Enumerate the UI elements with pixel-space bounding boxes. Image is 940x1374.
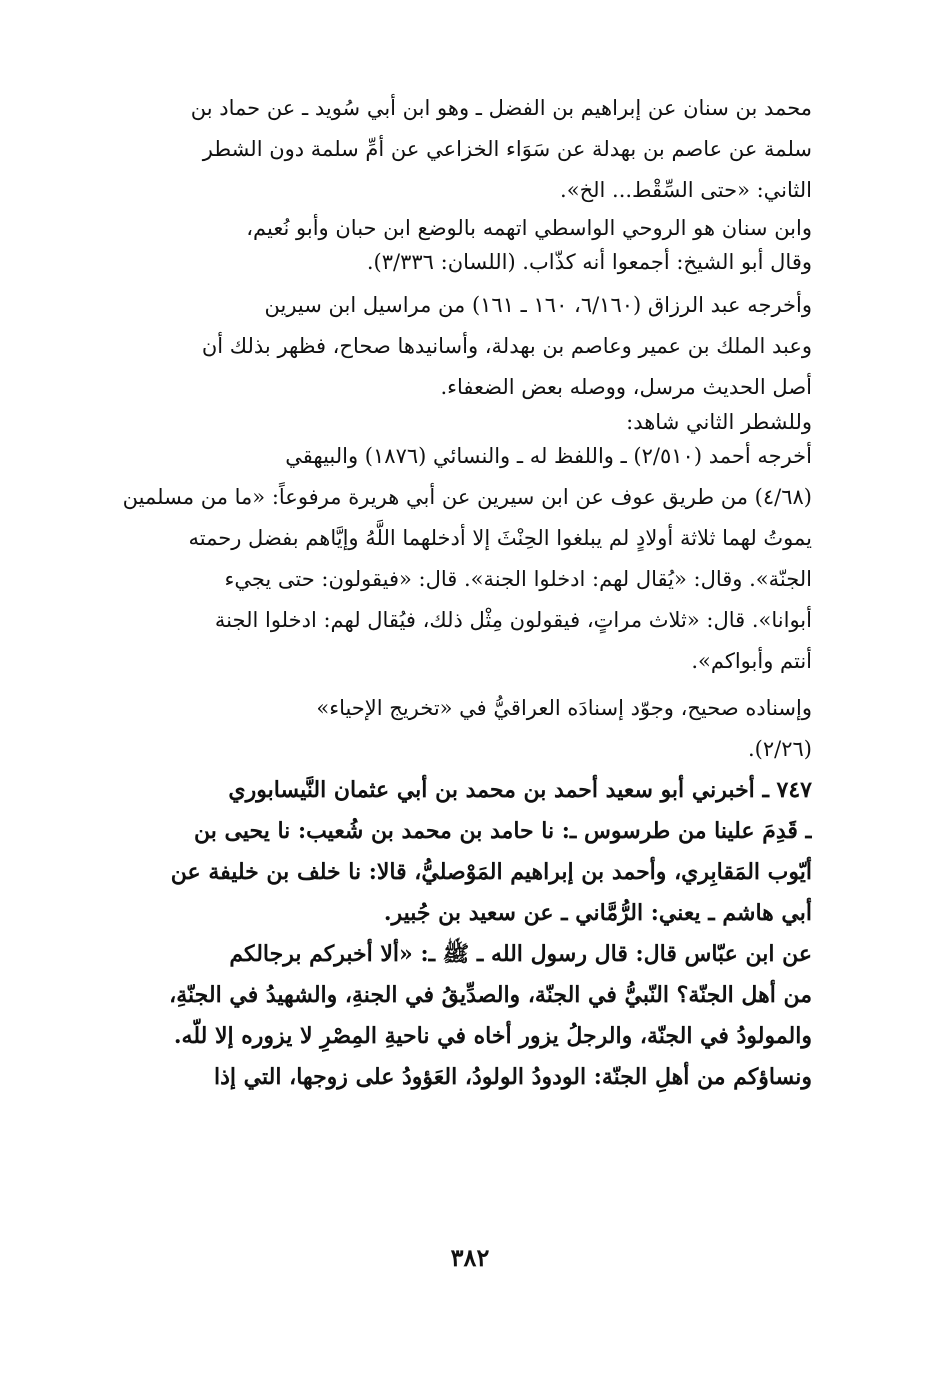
- text-line: ٧٤٧ ـ أخبرني أبو سعيد أحمد بن محمد بن أبي عثمان النَّيسابوري: [228, 777, 812, 803]
- text-line: وابن سنان هو الروحي الواسطي اتهمه بالوضع ابن حبان وأبو نُعيم،: [246, 216, 812, 240]
- text-line: وأخرجه عبد الرزاق (٦/١٦٠، ١٦٠ ـ ١٦١) من مراسيل ابن سيرين: [264, 293, 812, 317]
- text-line: من أهل الجنّة؟ النّبيُّ في الجنّة، والصدِّيقُ في الجنةِ، والشهيدُ في الجنّةِ،: [169, 982, 812, 1008]
- text-line: يموتُ لهما ثلاثة أولادٍ لم يبلغوا الحِنْثَ إلا أدخلهما اللَّهُ وإيَّاهم بفضل رحمته: [188, 526, 812, 550]
- footnote-paragraph-3: [92, 285, 812, 408]
- text-line: أخرجه أحمد (٢/٥١٠) ـ واللفظ له ـ والنسائي (١٨٧٦) والبيهقي: [285, 444, 812, 468]
- text-line: وعبد الملك بن عمير وعاصم بن بهدلة، وأسانيدها صحاح، فظهر بذلك أن: [201, 334, 812, 358]
- text-line: الجنّة». وقال: «يُقال لهم: ادخلوا الجنة». قال: «فيقولون: حتى يجيء: [224, 567, 812, 591]
- text-line: ـ قَدِمَ علينا من طرسوس ـ: نا حامد بن محمد بن شُعيب: نا يحيى بن: [193, 818, 812, 844]
- text-line: وللشطر الثاني شاهد:: [626, 410, 812, 434]
- footnote-paragraph-2: [92, 211, 812, 279]
- text-line: وإسناده صحيح، وجوّد إسنادَه العراقيُّ في «تخريج الإحياء»: [316, 696, 812, 720]
- footnote-paragraph-4: [92, 408, 812, 682]
- footnote-paragraph-5: [92, 688, 812, 770]
- text-line: أصل الحديث مرسل، ووصله بعض الضعفاء.: [440, 375, 812, 399]
- text-line: أيّوب المَقابِري، وأحمد بن إبراهيم المَوْصليُّ، قالا: نا خلف بن خليفة عن: [170, 859, 812, 885]
- text-line: وقال أبو الشيخ: أجمعوا أنه كذّاب. (اللسان: ٣/٣٣٦).: [366, 250, 812, 274]
- text-line: عن ابن عبّاس قال: قال رسول الله ـ ﷺ ـ: «ألا أخبركم برجالكم: [229, 941, 812, 967]
- text-line: (٢/٢٦).: [748, 737, 812, 761]
- text-line: أبوانا». قال: «ثلاث مراتٍ، فيقولون مِثْل ذلك، فيُقال لهم: ادخلوا الجنة: [214, 608, 812, 632]
- hadith-block: [92, 770, 812, 1098]
- text-line: والمولودُ في الجنّة، والرجلُ يزور أخاه في ناحيةِ المِصْرِ لا يزوره إلا للّه.: [173, 1023, 812, 1049]
- footnote-paragraph-1: [92, 88, 812, 211]
- text-line: (٤/٦٨) من طريق عوف عن ابن سيرين عن أبي هريرة مرفوعاً: «ما من مسلمين: [122, 485, 812, 509]
- page-number: ٣٨٢: [450, 1243, 490, 1272]
- text-line: ونساؤكم من أهلِ الجنّة: الودودُ الولودُ، العَؤودُ على زوجها، التي إذا: [214, 1064, 812, 1090]
- text-line: الثاني: «حتى السِّقْط... الخ».: [560, 178, 812, 202]
- hadith-isnad: [92, 770, 812, 934]
- footnote-block: [92, 88, 812, 770]
- text-line: أبي هاشم ـ يعني: الرُّمَّاني ـ عن سعيد بن جُبير.: [383, 900, 812, 926]
- text-line: محمد بن سنان عن إبراهيم بن الفضل ـ وهو ابن أبي سُويد ـ عن حماد بن: [190, 96, 812, 120]
- text-line: سلمة عن عاصم بن بهدلة عن سَوَاء الخزاعي عن أمِّ سلمة دون الشطر: [202, 137, 812, 161]
- text-line: أنتم وأبواكم».: [691, 649, 812, 673]
- hadith-matn: [92, 934, 812, 1098]
